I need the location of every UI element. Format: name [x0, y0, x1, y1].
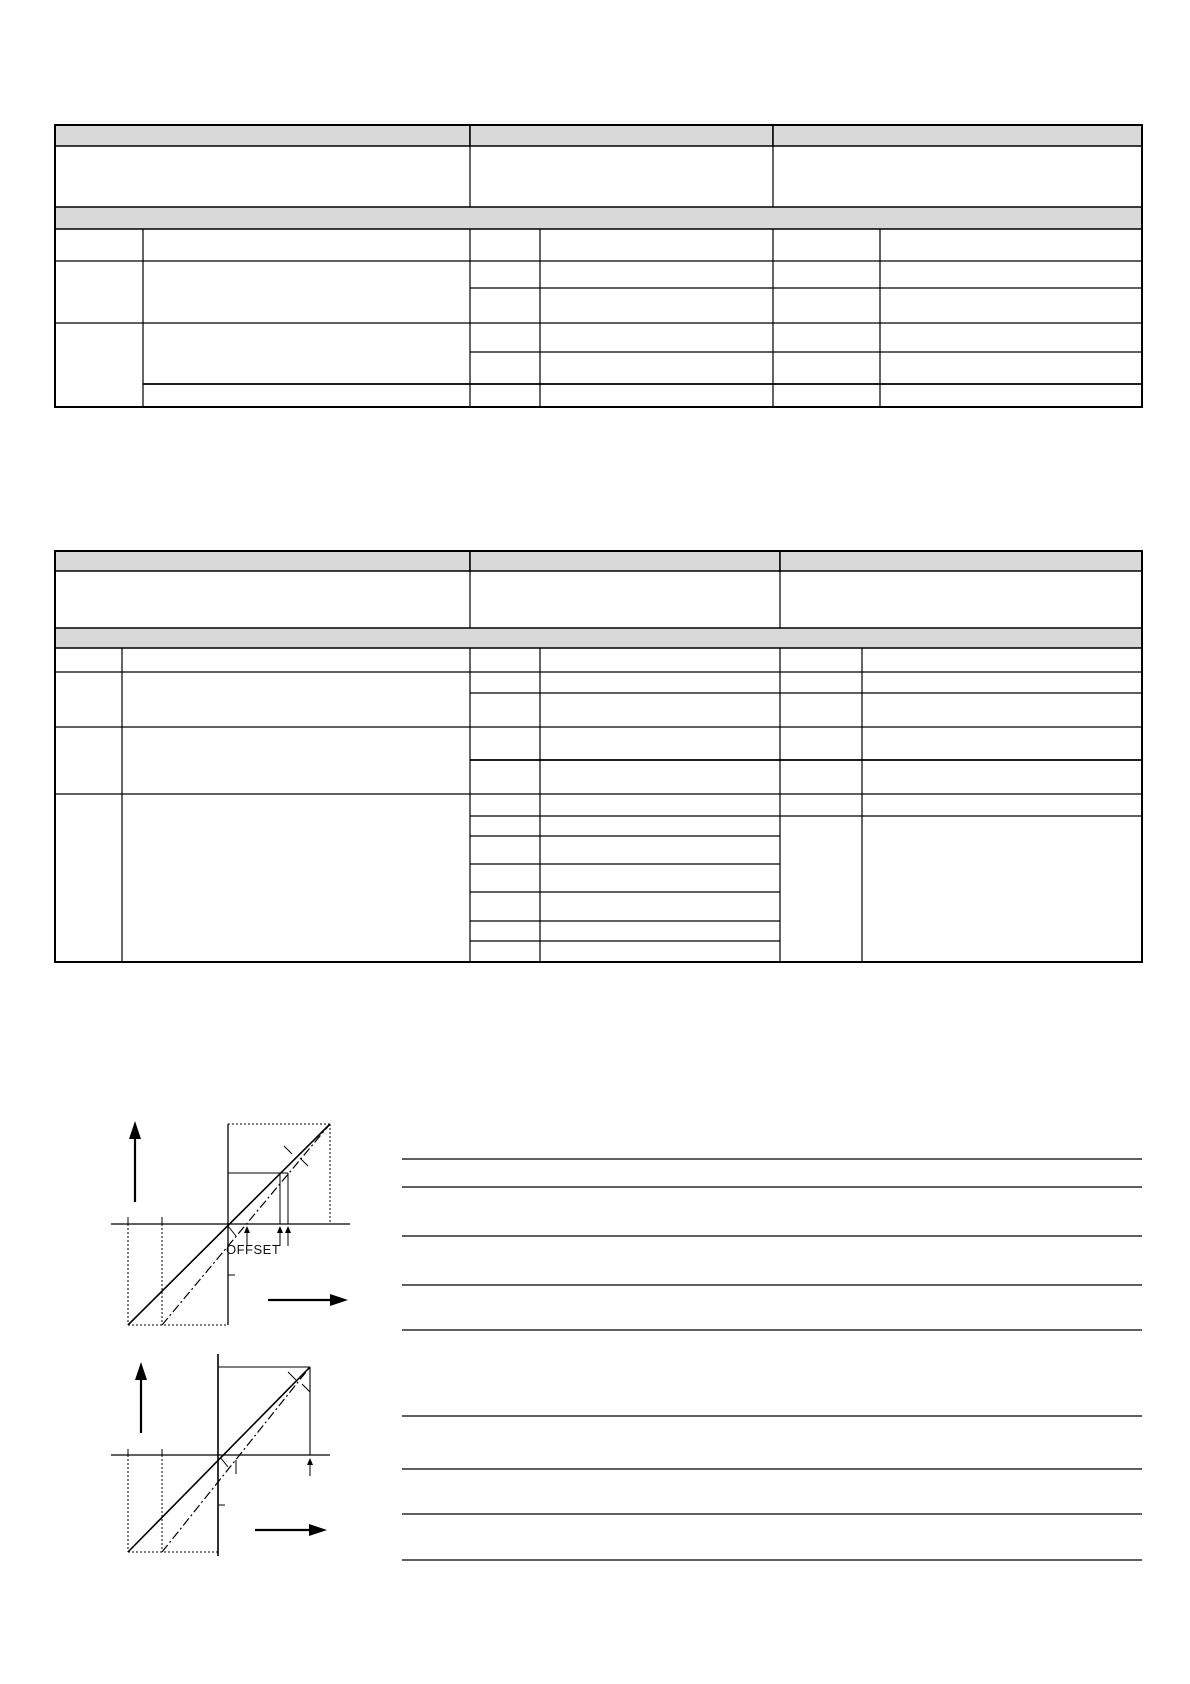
offset-diagram-2: [111, 1354, 330, 1556]
input-arrowhead-right-2: [309, 1524, 327, 1536]
table-2-header-cell-3: [780, 551, 1142, 571]
description-rules: [402, 1159, 1142, 1560]
offset-diagram-1: [111, 1121, 350, 1325]
table-2-section-bar: [55, 628, 1142, 648]
table-2-header-cell-1: [55, 551, 470, 571]
offset-response-line-2: [162, 1367, 310, 1552]
table-1-grid: [55, 146, 1142, 407]
offset-label: OFFSET: [226, 1242, 281, 1257]
parameter-table-1: [55, 125, 1142, 407]
output-arrowhead-up-2: [135, 1362, 147, 1380]
output-arrowhead-up-1: [129, 1121, 141, 1139]
table-1-header-cell-1: [55, 125, 470, 146]
table-2-header-cell-2: [470, 551, 780, 571]
table-1-header-cell-2: [470, 125, 773, 146]
input-arrowhead-right-1: [330, 1294, 348, 1306]
parameter-table-2: [55, 551, 1142, 962]
ideal-response-line-2: [128, 1367, 310, 1552]
table-2-frame: [55, 551, 1142, 962]
table-1-section-bar: [55, 207, 1142, 229]
table-1-header-cell-3: [773, 125, 1142, 146]
table-1-frame: [55, 125, 1142, 407]
